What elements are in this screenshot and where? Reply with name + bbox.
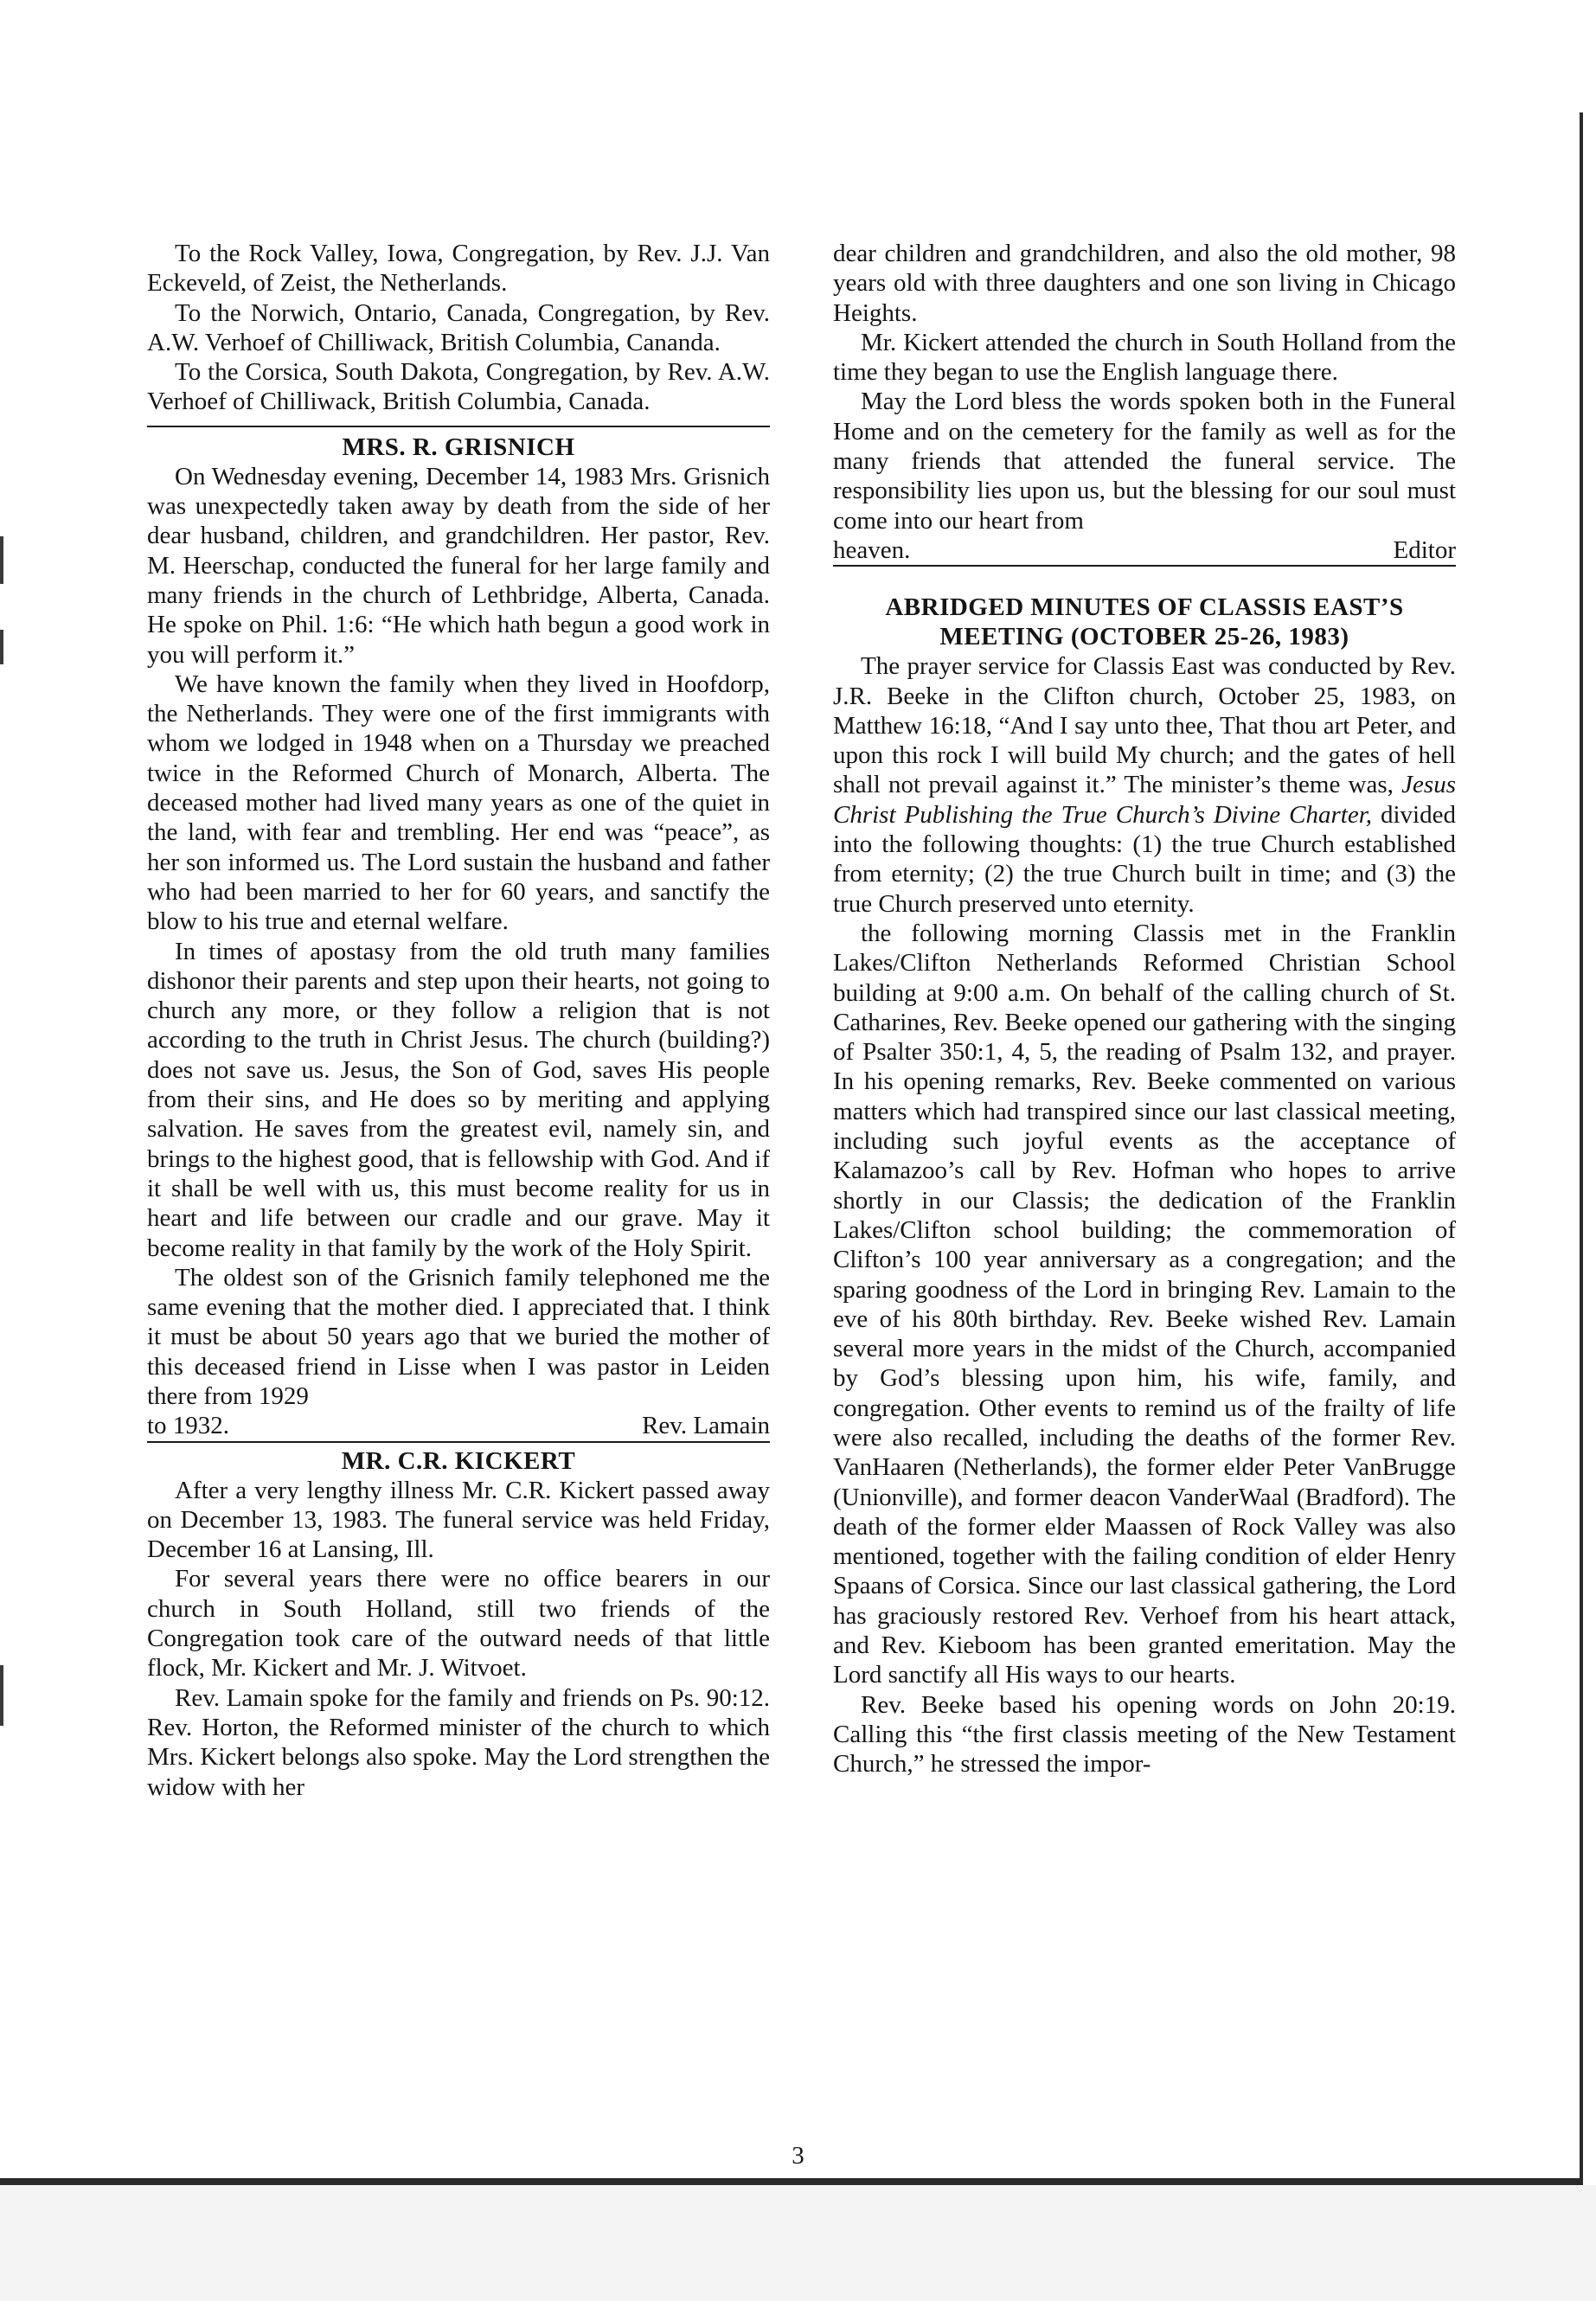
section-divider: [147, 1441, 770, 1443]
kickert-heading: MR. C.R. KICKERT: [341, 1446, 576, 1475]
left-column: [147, 239, 770, 1802]
grisnich-signature: Rev. Lamain: [642, 1412, 770, 1440]
kickert-paragraph: After a very lengthy illness Mr. C.R. Kickert passed away on December 13, 1983. The funeral service was held Friday, December 16 at Lansing, Ill.: [147, 1476, 770, 1564]
section-divider: [147, 426, 770, 427]
classis-sermon-theme: Jesus Christ Publishing the True Church’s Divine Charter,: [833, 771, 1456, 829]
grisnich-paragraph: The oldest son of the Grisnich family telephoned me the same evening that the mother died. I appreciated that. I think it must be about 50 years ago that we buried the mother of this deceased friend in Lisse when I was pastor in Leiden there from 1929: [147, 1263, 770, 1410]
editor-signature: Editor: [1393, 535, 1456, 564]
kickert-closing-paragraph: May the Lord bless the words spoken both in the Funeral Home and on the cemetery for the family as well as for the many friends that attended the funeral service. The responsibility lies upon us, but the blessing for our soul must come into our heart from: [833, 388, 1456, 535]
scan-below-page: [0, 2185, 1596, 2301]
scan-left-mark: [0, 1665, 3, 1726]
destination-norwich: To the Norwich, Ontario, Canada, Congregation, by Rev. A.W. Verhoef of Chilliwack, British Columbia, Cananda.: [147, 298, 770, 356]
kickert-closing-last: heaven.: [833, 535, 911, 564]
destination-rock-valley: To the Rock Valley, Iowa, Congregation, by Rev. J.J. Van Eckeveld, of Zeist, the Netherlands.: [147, 240, 770, 298]
classis-paragraph: Rev. Beeke based his opening words on John 20:19. Calling this “the first classis meeting of the New Testament Church,” he stressed the impor-: [833, 1690, 1456, 1779]
classis-heading-line2: MEETING (OCTOBER 25-26, 1983): [939, 623, 1349, 651]
classis-para1-after: divided into the following thoughts: (1) the true Church established from eternity; (2) the true Church built in time; and (3) the true Church preserved unto eternity.: [833, 800, 1456, 918]
scan-right-edge: [1580, 112, 1583, 2184]
kickert-continued-paragraph: dear children and grandchildren, and also the old mother, 98 years old with three daughters and one son living in Chicago Heights.: [833, 240, 1456, 327]
grisnich-heading: MRS. R. GRISNICH: [342, 433, 575, 461]
scan-left-mark: [0, 630, 3, 664]
grisnich-paragraph: On Wednesday evening, December 14, 1983 Mrs. Grisnich was unexpectedly taken away by death from the side of her dear husband, children, and grandchildren. Her pastor, Rev. M. Heerschap, conducted the funeral for her large family and many friends in the church of Lethbridge, Alberta, Canada. He spoke on Phil. 1:6: “He which hath begun a good work in you will perform it.”: [147, 462, 770, 669]
scan-top-band: [0, 0, 1596, 121]
classis-paragraph: [833, 651, 1456, 919]
destination-corsica: To the Corsica, South Dakota, Congregation, by Rev. A.W. Verhoef of Chilliwack, British Columbia, Canada.: [147, 358, 770, 416]
grisnich-signature-line: [147, 1411, 770, 1440]
section-divider: [833, 565, 1456, 567]
classis-para1-before: The prayer service for Classis East was conducted by Rev. J.R. Beeke in the Clifton church, October 25, 1983, on Matthew 16:18, “And I say unto thee, That thou art Peter, and upon this rock I will build My church; and the gates of hell shall not prevail against it.” The minister’s theme was,: [833, 652, 1456, 799]
scan-left-mark: [0, 536, 3, 584]
grisnich-paragraph: In times of apostasy from the old truth many families dishonor their parents and step upon their hearts, not going to church any more, or they follow a religion that is not according to the truth in Christ Jesus. The church (building?) does not save us. Jesus, the Son of God, saves His people from their sins, and He does so by meriting and applying salvation. He saves from the greatest evil, namely sin, and brings to the highest good, that is fellowship with God. And if it shall be well with us, this must become reality for us in heart and life between our cradle and our grave. May it become reality in that family by the work of the Holy Spirit.: [147, 937, 770, 1262]
grisnich-closing-text: to 1932.: [147, 1412, 230, 1440]
page-number: 3: [792, 2142, 804, 2170]
kickert-continued-paragraph: Mr. Kickert attended the church in South Holland from the time they began to use the English language there.: [833, 328, 1456, 387]
kickert-paragraph: For several years there were no office bearers in our church in South Holland, still two friends of the Congregation took care of the outward needs of that little flock, Mr. Kickert and Mr. J. Witvoet.: [147, 1565, 770, 1682]
classis-paragraph: the following morning Classis met in the Franklin Lakes/Clifton Netherlands Reformed Christian School building at 9:00 a.m. On behalf of the calling church of St. Catharines, Rev. Beeke opened our gathering with the singing of Psalter 350:1, 4, 5, the reading of Psalm 132, and prayer. In his opening remarks, Rev. Beeke commented on various matters which had transpired since our last classical meeting, including such joyful events as the acceptance of Kalamazoo’s call by Rev. Hofman who hopes to arrive shortly in our Classis; the dedication of the Franklin Lakes/Clifton school building; the commemoration of Clifton’s 100 year anniversary as a congregation; and the sparing goodness of the Lord in bringing Rev. Lamain to the eve of his 80th birthday. Rev. Beeke wished Rev. Lamain several more years in the midst of the Church, accompanied by God’s blessing upon him, his wife, family, and congregation. Other events to remind us of the frailty of life were also recalled, including the deaths of the former Rev. VanHaaren (Netherlands), the former elder Peter VanBrugge (Unionville), and former deacon VanderWaal (Bradford). The death of the former elder Maassen of Rock Valley was also mentioned, together with the failing condition of elder Henry Spaans of Corsica. Since our last classical gathering, the Lord has graciously restored Rev. Verhoef from his heart attack, and Rev. Kieboom has been granted emeritation. May the Lord sanctify all His ways to our hearts.: [833, 919, 1456, 1689]
right-column: [833, 239, 1456, 1779]
scan-bottom-edge: [0, 2178, 1583, 2185]
classis-heading: [833, 593, 1456, 651]
kickert-paragraph: Rev. Lamain spoke for the family and friends on Ps. 90:12. Rev. Horton, the Reformed minister of the church to which Mrs. Kickert belongs also spoke. May the Lord strengthen the widow with her: [147, 1683, 770, 1801]
editor-signature-line: [833, 535, 1456, 565]
classis-heading-line1: ABRIDGED MINUTES OF CLASSIS EAST’S: [885, 593, 1404, 622]
grisnich-paragraph: We have known the family when they lived in Hoofdorp, the Netherlands. They were one of the first immigrants with whom we lodged in 1948 when on a Thursday we preached twice in the Reformed Church of Monarch, Alberta. The deceased mother had lived many years as one of the quiet in the land, with fear and trembling. Her end was “peace”, as her son informed us. The Lord sustain the husband and father who had been married to her for 60 years, and sanctify the blow to his true and eternal welfare.: [147, 670, 770, 936]
